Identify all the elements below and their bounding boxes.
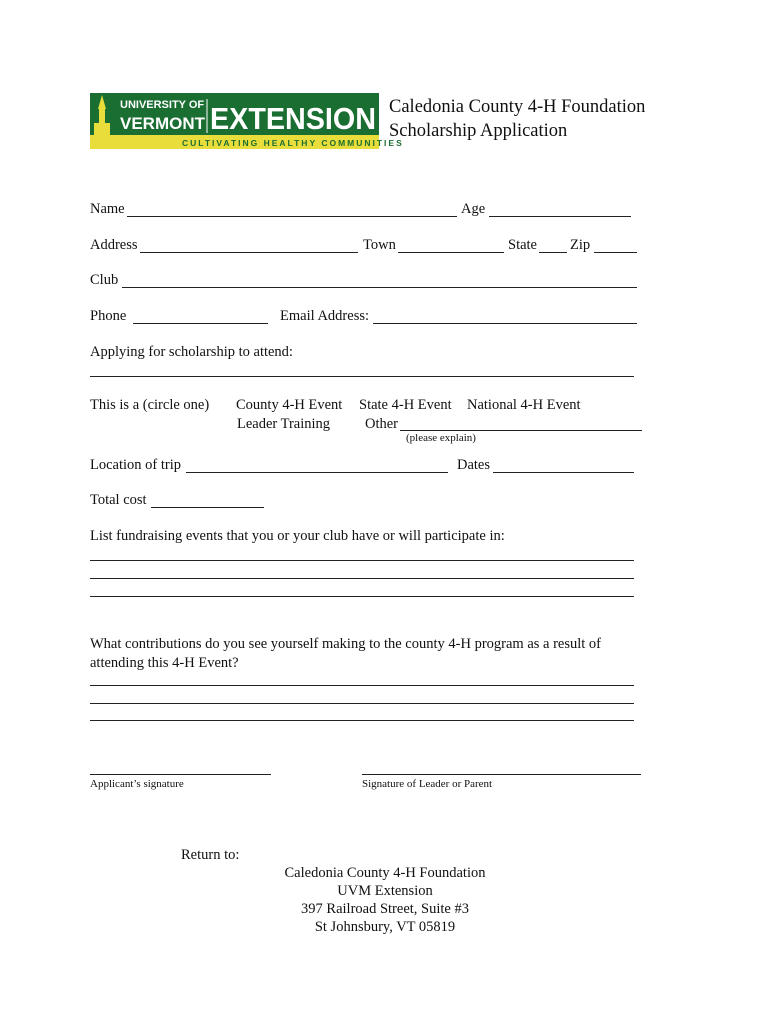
applicant-signature-label: Applicant’s signature [90, 778, 184, 790]
return-label: Return to: [181, 847, 240, 863]
phone-label: Phone [90, 308, 127, 324]
option-county[interactable]: County 4-H Event [236, 397, 343, 413]
club-label: Club [90, 272, 119, 288]
contributions-line[interactable] [90, 720, 634, 721]
name-label: Name [90, 201, 125, 217]
applying-label: Applying for scholarship to attend: [90, 344, 293, 360]
uvm-extension-logo [90, 93, 404, 149]
logo-line1: UNIVERSITY OF [120, 99, 205, 111]
age-label: Age [461, 201, 486, 217]
return-address-line: 397 Railroad Street, Suite #3 [301, 901, 469, 917]
option-leader[interactable]: Leader Training [237, 416, 331, 432]
total-cost-field[interactable] [151, 507, 264, 508]
logo-line2: VERMONT [120, 114, 205, 133]
town-field[interactable] [398, 252, 504, 253]
applying-field[interactable] [90, 376, 634, 377]
title-line1: Caledonia County 4-H Foundation [389, 97, 646, 117]
zip-field[interactable] [594, 252, 637, 253]
dates-label: Dates [457, 457, 491, 473]
contributions-line[interactable] [90, 685, 634, 686]
town-label: Town [363, 237, 396, 253]
location-field[interactable] [186, 472, 448, 473]
option-other[interactable]: Other [365, 416, 399, 432]
address-field[interactable] [140, 252, 358, 253]
other-field[interactable] [400, 430, 642, 431]
email-field[interactable] [373, 323, 637, 324]
logo-word: EXTENSION [210, 101, 376, 136]
fundraising-line[interactable] [90, 578, 634, 579]
return-address-line: UVM Extension [337, 883, 433, 899]
leader-signature-field[interactable] [362, 774, 641, 775]
email-label: Email Address: [280, 308, 370, 324]
circle-label: This is a (circle one) [90, 397, 210, 413]
zip-label: Zip [570, 237, 591, 253]
contributions-line[interactable] [90, 703, 634, 704]
option-national[interactable]: National 4-H Event [467, 397, 581, 413]
fundraising-label: List fundraising events that you or your club have or will participate in: [90, 528, 505, 544]
fundraising-line[interactable] [90, 596, 634, 597]
return-address-line: Caledonia County 4-H Foundation [284, 865, 486, 881]
option-state[interactable]: State 4-H Event [359, 397, 452, 413]
address-label: Address [90, 237, 138, 253]
age-field[interactable] [489, 216, 631, 217]
state-field[interactable] [539, 252, 567, 253]
contributions-label-line1: What contributions do you see yourself making to the county 4-H program as a result of [90, 636, 602, 652]
applicant-signature-field[interactable] [90, 774, 271, 775]
title-line2: Scholarship Application [389, 121, 568, 141]
location-label: Location of trip [90, 457, 182, 473]
club-field[interactable] [122, 287, 637, 288]
total-cost-label: Total cost [90, 492, 147, 508]
return-address-line: St Johnsbury, VT 05819 [314, 919, 456, 935]
contributions-label-line2: attending this 4-H Event? [90, 655, 239, 671]
logo-tagline: CULTIVATING HEALTHY COMMUNITIES [182, 138, 404, 148]
state-label: State [508, 237, 537, 253]
please-explain-note: (please explain) [406, 432, 476, 444]
name-field[interactable] [127, 216, 457, 217]
dates-field[interactable] [493, 472, 634, 473]
page-title [389, 95, 645, 143]
phone-field[interactable] [133, 323, 268, 324]
fundraising-line[interactable] [90, 560, 634, 561]
leader-signature-label: Signature of Leader or Parent [362, 778, 493, 790]
